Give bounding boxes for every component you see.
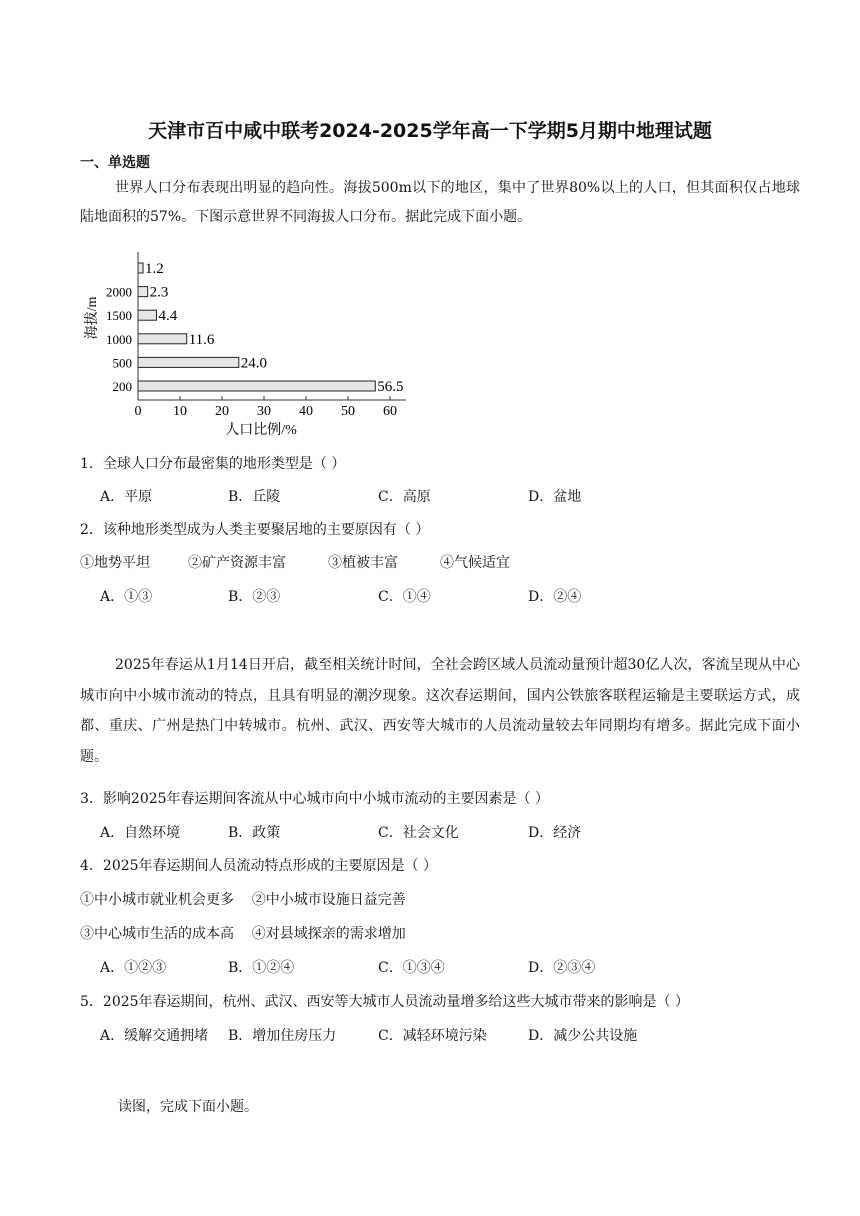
- q2-option-d[interactable]: D．②④: [528, 589, 582, 605]
- x-tick-label: 30: [257, 404, 271, 419]
- q4-option-c[interactable]: C．①③④: [378, 960, 445, 976]
- bar-1500: [138, 310, 156, 320]
- bar-top: [138, 263, 143, 273]
- q4-option-a[interactable]: A．①②③: [100, 960, 167, 976]
- bar-value-label: 4.4: [158, 308, 178, 325]
- question-5-stem: 5．2025年春运期间，杭州、武汉、西安等大城市人员流动量增多给这些大城市带来的影响是（ ）: [80, 994, 689, 1010]
- q3-option-d[interactable]: D．经济: [528, 825, 582, 841]
- y-tick-label: 2000: [106, 284, 132, 300]
- q2-item-2: ②矿产资源丰富: [188, 555, 286, 571]
- bar-value-label: 24.0: [240, 355, 268, 372]
- x-tick-label: 50: [341, 404, 355, 419]
- x-tick-label: 40: [299, 404, 313, 419]
- q3-option-a[interactable]: A．自然环境: [100, 825, 181, 841]
- y-tick-label: 200: [112, 379, 132, 394]
- x-tick-label: 60: [383, 404, 397, 419]
- y-axis-label: 海拔/m: [85, 296, 100, 340]
- q4-option-b[interactable]: B．①②④: [228, 960, 295, 976]
- question-1-stem: 1．全球人口分布最密集的地形类型是（ ）: [80, 456, 346, 472]
- q5-option-d[interactable]: D．减少公共设施: [528, 1028, 638, 1044]
- bar-500: [138, 357, 239, 367]
- bar-1000: [138, 334, 187, 344]
- q4-option-d[interactable]: D．②③④: [528, 960, 596, 976]
- y-tick-label: 500: [112, 355, 132, 371]
- x-tick-label: 20: [215, 404, 229, 419]
- q2-item-1: ①地势平坦: [80, 555, 150, 571]
- document-title: 天津市百中咸中联考2024-2025学年高一下学期5月期中地理试题: [148, 120, 712, 142]
- bar-value-label: 1.2: [145, 261, 164, 277]
- q5-option-a[interactable]: A．缓解交通拥堵: [100, 1028, 209, 1044]
- y-tick-label: 1500: [106, 308, 132, 324]
- bar-value-label: 2.3: [149, 284, 169, 301]
- q5-option-b[interactable]: B．增加住房压力: [228, 1028, 337, 1044]
- q1-option-c[interactable]: C．高原: [378, 489, 431, 505]
- q5-option-c[interactable]: C．减轻环境污染: [378, 1028, 487, 1044]
- q1-option-a[interactable]: A．平原: [100, 489, 153, 505]
- q4-items-line-1: ①中小城市就业机会更多 ②中小城市设施日益完善: [80, 892, 406, 908]
- q2-item-3: ③植被丰富: [328, 555, 398, 571]
- question-2-stem: 2．该种地形类型成为人类主要聚居地的主要原因有（ ）: [80, 522, 430, 538]
- q4-items-line-2: ③中心城市生活的成本高 ④对县域探亲的需求增加: [80, 926, 406, 942]
- x-tick-label: 10: [173, 404, 187, 419]
- question-3-stem: 3．影响2025年春运期间客流从中心城市向中小城市流动的主要因素是（ ）: [80, 791, 549, 807]
- q2-option-b[interactable]: B．②③: [228, 589, 281, 605]
- passage-1: 世界人口分布表现出明显的趋向性。海拔500m以下的地区，集中了世界80%以上的人口，但其面积仅占地球陆地面积的57%。下图示意世界不同海拔人口分布。据此完成下面小题。: [80, 180, 800, 225]
- x-tick-label: 0: [134, 404, 142, 419]
- bar-2000: [138, 287, 148, 297]
- section-heading: 一、单选题: [80, 155, 150, 171]
- x-axis-label: 人口比例/%: [225, 423, 297, 438]
- question-4-stem: 4．2025年春运期间人员流动特点形成的主要原因是（ ）: [80, 858, 437, 874]
- passage-3: 读图，完成下面小题。: [118, 1099, 258, 1115]
- q1-option-b[interactable]: B．丘陵: [228, 489, 281, 505]
- bar-value-label: 11.6: [188, 331, 215, 348]
- q2-option-c[interactable]: C．①④: [378, 589, 431, 605]
- q2-option-a[interactable]: A．①③: [100, 589, 153, 605]
- q3-option-c[interactable]: C．社会文化: [378, 825, 459, 841]
- q1-option-d[interactable]: D．盆地: [528, 489, 582, 505]
- q3-option-b[interactable]: B．政策: [228, 825, 281, 841]
- altitude-population-bar-chart: [80, 248, 420, 438]
- bar-value-label: 56.5: [377, 379, 404, 395]
- y-tick-label: 1000: [106, 331, 132, 347]
- q2-item-4: ④气候适宜: [440, 555, 510, 571]
- bar-200: [138, 381, 375, 391]
- passage-2: 2025年春运从1月14日开启，截至相关统计时间，全社会跨区域人员流动量预计超30亿人次，客流呈现从中心城市向中小城市流动的特点，且具有明显的潮汐现象。这次春运期间，国内公铁旅客联程运输是主要联运方式，成都、重庆、广州是热门中转城市。杭州、武汉、西安等大城市的人员流动量较去年同期均有增多。据此完成下面小题。: [80, 657, 800, 765]
